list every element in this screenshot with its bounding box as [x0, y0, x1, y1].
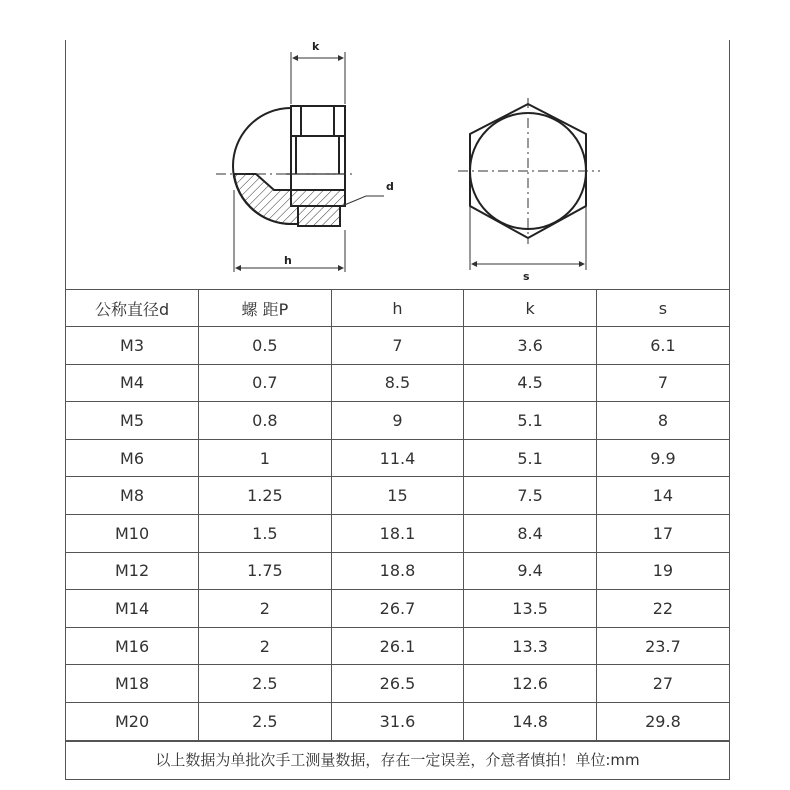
table-row [66, 327, 729, 365]
label-d: d [386, 180, 394, 193]
cell-k: 5.1 [464, 402, 597, 440]
cell-k: 5.1 [464, 439, 597, 477]
cell-s: 17 [596, 514, 729, 552]
cell-nominal-diameter: M14 [66, 590, 199, 628]
table-row [66, 364, 729, 402]
cell-pitch: 1.5 [199, 514, 332, 552]
table-row [66, 477, 729, 515]
table-row [66, 627, 729, 665]
cell-s: 19 [596, 552, 729, 590]
header-pitch: 螺 距P [199, 290, 332, 327]
header-nominal-diameter: 公称直径d [66, 290, 199, 327]
table-header-row [66, 290, 729, 327]
cell-nominal-diameter: M8 [66, 477, 199, 515]
table-row [66, 665, 729, 703]
cell-pitch: 0.8 [199, 402, 332, 440]
table-row [66, 552, 729, 590]
cell-h: 26.1 [331, 627, 464, 665]
cell-h: 18.1 [331, 514, 464, 552]
table-row [66, 439, 729, 477]
cell-h: 26.7 [331, 590, 464, 628]
cell-nominal-diameter: M10 [66, 514, 199, 552]
dimension-k [291, 52, 345, 104]
cell-s: 23.7 [596, 627, 729, 665]
cell-nominal-diameter: M4 [66, 364, 199, 402]
spec-sheet [65, 40, 730, 780]
table-row [66, 702, 729, 740]
cell-k: 4.5 [464, 364, 597, 402]
footnote: 以上数据为单批次手工测量数据，存在一定误差，介意者慎拍！单位:mm [66, 741, 729, 779]
cell-s: 6.1 [596, 327, 729, 365]
cell-h: 15 [331, 477, 464, 515]
cell-k: 9.4 [464, 552, 597, 590]
top-centerlines [458, 98, 600, 244]
table-body [66, 327, 729, 741]
label-k: k [312, 40, 320, 53]
cell-s: 9.9 [596, 439, 729, 477]
cell-k: 12.6 [464, 665, 597, 703]
cell-nominal-diameter: M16 [66, 627, 199, 665]
cell-k: 13.3 [464, 627, 597, 665]
label-s: s [523, 270, 530, 283]
cell-s: 14 [596, 477, 729, 515]
cell-pitch: 1.25 [199, 477, 332, 515]
cap-nut-technical-drawing [66, 40, 729, 290]
cell-k: 14.8 [464, 702, 597, 740]
cell-pitch: 1 [199, 439, 332, 477]
header-s: s [596, 290, 729, 327]
cell-h: 26.5 [331, 665, 464, 703]
cell-k: 13.5 [464, 590, 597, 628]
spec-table [66, 289, 729, 741]
cell-pitch: 2 [199, 627, 332, 665]
header-h: h [331, 290, 464, 327]
cell-h: 18.8 [331, 552, 464, 590]
table-row [66, 590, 729, 628]
section-hatch [234, 174, 345, 226]
cell-k: 8.4 [464, 514, 597, 552]
cell-k: 3.6 [464, 327, 597, 365]
cell-s: 29.8 [596, 702, 729, 740]
cell-nominal-diameter: M5 [66, 402, 199, 440]
header-k: k [464, 290, 597, 327]
cell-nominal-diameter: M20 [66, 702, 199, 740]
cell-h: 7 [331, 327, 464, 365]
cell-nominal-diameter: M12 [66, 552, 199, 590]
cell-pitch: 0.7 [199, 364, 332, 402]
cell-h: 31.6 [331, 702, 464, 740]
cell-s: 27 [596, 665, 729, 703]
cell-s: 8 [596, 402, 729, 440]
table-row [66, 514, 729, 552]
cell-pitch: 1.75 [199, 552, 332, 590]
cell-nominal-diameter: M6 [66, 439, 199, 477]
table-row [66, 402, 729, 440]
cell-pitch: 2.5 [199, 702, 332, 740]
cell-nominal-diameter: M18 [66, 665, 199, 703]
cell-pitch: 2 [199, 590, 332, 628]
cell-s: 22 [596, 590, 729, 628]
label-h: h [284, 254, 292, 267]
cell-pitch: 0.5 [199, 327, 332, 365]
cell-h: 8.5 [331, 364, 464, 402]
cell-pitch: 2.5 [199, 665, 332, 703]
cell-k: 7.5 [464, 477, 597, 515]
leader-d [342, 196, 384, 206]
cell-h: 9 [331, 402, 464, 440]
cell-nominal-diameter: M3 [66, 327, 199, 365]
cell-s: 7 [596, 364, 729, 402]
cell-h: 11.4 [331, 439, 464, 477]
